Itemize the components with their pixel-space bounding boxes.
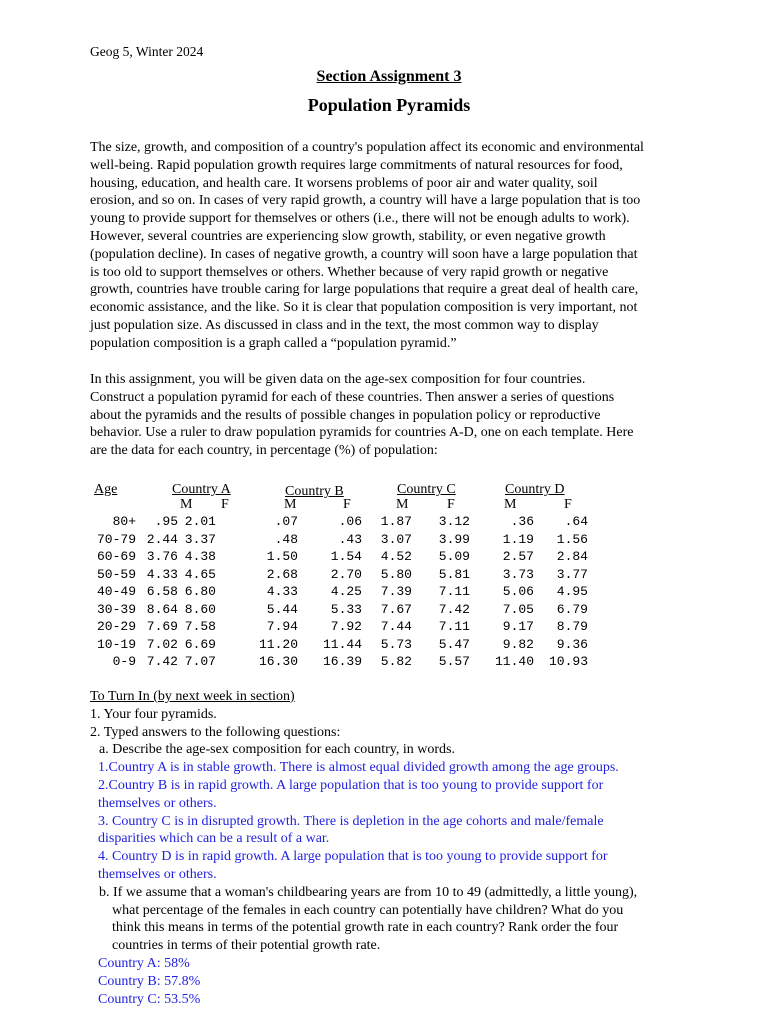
country-c-m-label: M — [396, 497, 409, 512]
value-cell: 6.58 — [146, 584, 178, 599]
value-cell: 5.06 — [502, 584, 534, 599]
country-a-m-label: M — [180, 497, 193, 512]
age-cell: 80+ — [112, 514, 136, 529]
table-row — [90, 567, 610, 584]
value-cell: 6.80 — [184, 584, 216, 599]
value-cell: 5.73 — [380, 636, 412, 652]
value-cell: 4.52 — [380, 549, 412, 564]
intro-line: housing, education, and health care. It worsens problems of poor air and water quality, soil — [90, 175, 598, 191]
value-cell: 3.77 — [556, 566, 588, 582]
value-cell: 7.39 — [380, 584, 412, 599]
table-row — [90, 532, 610, 549]
value-cell: .95 — [154, 514, 178, 529]
age-cell: 60-69 — [96, 549, 136, 564]
value-cell: 1.87 — [380, 514, 412, 529]
value-cell: 1.54 — [330, 549, 362, 564]
value-cell: 7.69 — [146, 619, 178, 634]
answer-b-line: Country C: 53.5% — [98, 991, 201, 1007]
answer-b-line: Country A: 58% — [98, 955, 190, 971]
value-cell: 7.94 — [266, 619, 298, 634]
value-cell: 4.33 — [146, 566, 178, 582]
answer-a-line: themselves or others. — [98, 795, 217, 811]
value-cell: 9.17 — [502, 619, 534, 634]
value-cell: 11.44 — [322, 636, 362, 652]
value-cell: 9.36 — [556, 636, 588, 652]
instructions-paragraph — [90, 371, 700, 460]
country-d-f-label: F — [564, 497, 572, 512]
country-b-f-label: F — [343, 497, 351, 512]
intro-line: The size, growth, and composition of a country's population affect its economic and environmental — [90, 140, 644, 155]
value-cell: .48 — [274, 531, 298, 547]
table-row — [90, 619, 610, 636]
value-cell: 3.12 — [438, 514, 470, 529]
value-cell: 16.39 — [322, 654, 362, 669]
value-cell: 11.20 — [258, 636, 298, 652]
value-cell: 4.33 — [266, 584, 298, 599]
instructions-line: behavior. Use a ruler to draw population pyramids for countries A-D, one on each template. Here — [90, 425, 634, 441]
answer-a-line: 3. Country C is in disrupted growth. There is depletion in the age cohorts and male/female — [98, 813, 604, 829]
value-cell: 5.33 — [330, 601, 362, 617]
intro-line: erosion, and so on. In cases of very rapid growth, a country will have a large population that is too — [90, 193, 641, 209]
country-b-m-label: M — [284, 497, 297, 512]
value-cell: .64 — [564, 514, 588, 529]
value-cell: 1.56 — [556, 531, 588, 547]
value-cell: 16.30 — [258, 654, 298, 669]
country-b-header: Country B — [285, 484, 344, 499]
table-row — [90, 514, 610, 531]
value-cell: 2.68 — [266, 566, 298, 582]
value-cell: 7.02 — [146, 636, 178, 652]
table-row — [90, 654, 610, 671]
value-cell: 11.40 — [494, 654, 534, 669]
value-cell: 3.07 — [380, 531, 412, 547]
intro-line: However, several countries are experiencing slow growth, stability, or even negative growth — [90, 228, 606, 244]
value-cell: 6.69 — [184, 636, 216, 652]
turn-in-section — [90, 688, 690, 1008]
instructions-line: about the pyramids and the results of possible changes in population policy or reproductive — [90, 407, 601, 423]
age-column-header: Age — [94, 482, 118, 497]
value-cell: 7.67 — [380, 601, 412, 617]
value-cell: 5.44 — [266, 601, 298, 617]
age-cell: 50-59 — [96, 566, 136, 582]
value-cell: 7.05 — [502, 601, 534, 617]
country-d-header: Country D — [505, 482, 565, 497]
value-cell: 1.50 — [266, 549, 298, 564]
turn-in-heading: To Turn In (by next week in section) — [90, 689, 295, 704]
value-cell: 2.84 — [556, 549, 588, 564]
age-cell: 0-9 — [112, 654, 136, 669]
value-cell: 4.65 — [184, 566, 216, 582]
value-cell: 2.44 — [146, 531, 178, 547]
value-cell: 3.99 — [438, 531, 470, 547]
value-cell: 8.60 — [184, 601, 216, 617]
value-cell: 4.38 — [184, 549, 216, 564]
course-label: Geog 5, Winter 2024 — [90, 44, 204, 59]
age-cell: 10-19 — [96, 636, 136, 652]
country-d-m-label: M — [504, 497, 517, 512]
value-cell: 7.44 — [380, 619, 412, 634]
question-b-line: countries in terms of their potential growth rate. — [112, 938, 381, 954]
value-cell: .43 — [338, 531, 362, 547]
value-cell: 10.93 — [548, 654, 588, 669]
question-a: a. Describe the age-sex composition for each country, in words. — [99, 742, 455, 758]
value-cell: 8.64 — [146, 601, 178, 617]
value-cell: .06 — [338, 514, 362, 529]
question-b-line: b. If we assume that a woman's childbearing years are from 10 to 49 (admittedly, a little young), — [99, 884, 638, 900]
value-cell: 3.73 — [502, 566, 534, 582]
country-c-header: Country C — [397, 482, 456, 497]
value-cell: 2.01 — [184, 514, 216, 529]
instructions-line: Construct a population pyramid for each of these countries. Then answer a series of questions — [90, 389, 615, 405]
value-cell: .07 — [274, 514, 298, 529]
turn-in-item-2: 2. Typed answers to the following questions: — [90, 724, 341, 740]
age-cell: 30-39 — [96, 601, 136, 617]
value-cell: 6.79 — [556, 601, 588, 617]
answer-a-line: 2.Country B is in rapid growth. A large population that is too young to provide support for — [98, 777, 604, 793]
question-b-line: think this means in terms of the potential growth rate in each country? Rank order the four — [112, 920, 619, 936]
population-data-table — [90, 480, 610, 672]
value-cell: 8.79 — [556, 619, 588, 634]
intro-line: just population size. As discussed in class and in the text, the most common way to display — [90, 317, 599, 333]
value-cell: 7.58 — [184, 619, 216, 634]
value-cell: 9.82 — [502, 636, 534, 652]
value-cell: 7.92 — [330, 619, 362, 634]
instructions-line: In this assignment, you will be given data on the age-sex composition for four countries. — [90, 372, 586, 387]
answer-a-line: disparities which can be a result of a war. — [98, 831, 330, 847]
intro-line: young to provide support for themselves or others (i.e., there will not be enough adults to work). — [90, 211, 630, 227]
intro-line: (population decline). In cases of negative growth, a country will soon have a large population that — [90, 246, 638, 262]
intro-line: population composition is a graph called a “population pyramid.” — [90, 335, 457, 351]
answer-a-line: 1.Country A is in stable growth. There is almost equal divided growth among the age groups. — [98, 760, 619, 776]
value-cell: 4.95 — [556, 584, 588, 599]
country-a-header: Country A — [172, 482, 231, 497]
value-cell: 5.47 — [438, 636, 470, 652]
page-title: Section Assignment 3 — [316, 68, 462, 85]
answer-a-line: themselves or others. — [98, 866, 217, 882]
value-cell: 3.37 — [184, 531, 216, 547]
table-row — [90, 549, 610, 566]
intro-paragraph — [90, 139, 700, 353]
age-cell: 70-79 — [96, 531, 136, 547]
intro-line: growth, countries have trouble caring for large populations that require a great deal of health care, — [90, 282, 639, 298]
table-row — [90, 584, 610, 601]
value-cell: 4.25 — [330, 584, 362, 599]
value-cell: 7.07 — [184, 654, 216, 669]
page-subtitle: Population Pyramids — [307, 95, 471, 115]
country-a-f-label: F — [221, 497, 229, 512]
value-cell: 5.82 — [380, 654, 412, 669]
intro-line: well-being. Rapid population growth requires large commitments of natural resources for food, — [90, 157, 623, 173]
value-cell: 5.57 — [438, 654, 470, 669]
table-row — [90, 602, 610, 619]
value-cell: .36 — [510, 514, 534, 529]
question-b-line: what percentage of the females in each country can potentially have children? What do you — [112, 902, 624, 918]
answer-a-line: 4. Country D is in rapid growth. A large population that is too young to provide support for — [98, 849, 608, 865]
table-row — [90, 637, 610, 654]
value-cell: 5.80 — [380, 566, 412, 582]
value-cell: 5.09 — [438, 549, 470, 564]
value-cell: 7.42 — [438, 601, 470, 617]
answer-b-line: Country B: 57.8% — [98, 973, 201, 989]
value-cell: 2.57 — [502, 549, 534, 564]
country-c-f-label: F — [447, 497, 455, 512]
instructions-line: are the data for each country, in percentage (%) of population: — [90, 443, 438, 459]
value-cell: 7.11 — [438, 619, 470, 634]
intro-line: economic assistance, and the like. So it is clear that population composition is very important, not — [90, 300, 638, 316]
value-cell: 2.70 — [330, 566, 362, 582]
intro-line: is too old to support themselves or others. Whether because of very rapid growth or negative — [90, 264, 609, 280]
value-cell: 3.76 — [146, 549, 178, 564]
value-cell: 5.81 — [438, 566, 470, 582]
value-cell: 7.42 — [146, 654, 178, 669]
value-cell: 1.19 — [502, 531, 534, 547]
age-cell: 20-29 — [96, 619, 136, 634]
turn-in-item-1: 1. Your four pyramids. — [90, 706, 217, 722]
age-cell: 40-49 — [96, 584, 136, 599]
value-cell: 7.11 — [438, 584, 470, 599]
